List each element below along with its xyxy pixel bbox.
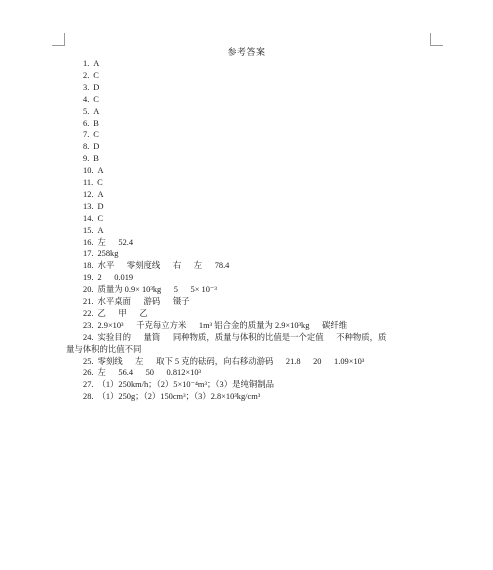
answer-number: 13. xyxy=(83,201,94,211)
answer-text: C xyxy=(93,130,99,140)
answer-text: D xyxy=(93,82,100,92)
answer-text: A xyxy=(97,189,104,199)
answer-text: 2.9×10³ 千克每立方米 1m³ 铝合金的质量为 2.9×10³kg 碳纤维 xyxy=(97,320,348,330)
answer-item xyxy=(83,272,133,284)
answer-number: 27. xyxy=(83,380,94,390)
answer-item xyxy=(83,308,148,320)
answer-number: 2. xyxy=(83,70,90,80)
answer-text: C xyxy=(93,94,99,104)
answer-text: 实验目的 量筒 同种物质，质量与体积的比值是一个定值 不种物质，质 xyxy=(97,332,387,342)
answer-number: 28. xyxy=(83,392,94,402)
answer-number: 16. xyxy=(83,237,94,247)
answer-number: 11. xyxy=(83,178,94,187)
answer-number: 18. xyxy=(83,261,94,271)
answer-item xyxy=(83,379,274,391)
answer-text: B xyxy=(93,118,99,128)
page-title: 参考答案 xyxy=(227,48,266,58)
answer-item xyxy=(83,213,103,225)
answer-text: 水平 零刻度线 右 左 78.4 xyxy=(97,261,230,271)
answer-number: 5. xyxy=(83,106,90,116)
answer-number: 1. xyxy=(83,59,90,68)
answer-number: 8. xyxy=(83,142,90,152)
answer-item xyxy=(83,70,99,82)
answer-text: 2 0.019 xyxy=(97,273,134,283)
answer-number: 19. xyxy=(83,273,94,283)
answer-item xyxy=(83,141,99,153)
answer-number: 4. xyxy=(83,94,90,104)
answer-number: 14. xyxy=(83,213,94,223)
answer-text: C xyxy=(97,178,103,187)
answer-text: 乙 甲 乙 xyxy=(97,308,148,318)
answer-item xyxy=(83,356,364,368)
answer-continuation: 量与体积的比值不同 xyxy=(66,344,142,354)
answer-item xyxy=(83,118,99,130)
answer-text: D xyxy=(93,142,100,152)
answer-text: （1）250km/h；（2）5×10⁻⁴m³；（3）是纯铜制品 xyxy=(97,380,274,390)
answer-item xyxy=(83,106,99,118)
answer-item xyxy=(83,248,118,260)
answer-item xyxy=(83,153,99,165)
answer-item xyxy=(83,320,347,332)
answer-item xyxy=(83,58,99,70)
answer-item xyxy=(83,284,217,296)
answer-text: 258kg xyxy=(97,249,119,259)
answer-number: 10. xyxy=(83,166,94,176)
answer-text: A xyxy=(97,166,104,176)
answer-item xyxy=(83,82,99,94)
answer-number: 7. xyxy=(83,130,90,140)
answer-text: （1）250g；（2）150cm³；（3）2.8×10³kg/cm³ xyxy=(97,392,261,402)
answer-text: C xyxy=(97,213,104,223)
answer-number: 6. xyxy=(83,118,90,128)
answer-number: 9. xyxy=(83,154,90,164)
answer-number: 23. xyxy=(83,320,94,330)
answer-item xyxy=(83,189,104,201)
answer-text: 水平桌面 游码 镊子 xyxy=(97,297,190,306)
answer-number: 20. xyxy=(83,285,94,295)
answer-number: 17. xyxy=(83,249,94,259)
answer-text: A xyxy=(93,106,100,116)
answer-item xyxy=(83,237,133,249)
answer-number: 22. xyxy=(83,308,94,318)
answer-number: 3. xyxy=(83,82,90,92)
answer-text: C xyxy=(93,70,99,80)
answer-number: 15. xyxy=(83,225,94,235)
answer-item xyxy=(83,129,99,141)
answer-text: 零刻线 左 取下 5 克的砝码，向右移动游码 21.8 20 1.09×10³ xyxy=(97,356,365,366)
answer-text: 左 52.4 xyxy=(97,237,134,247)
answer-number: 12. xyxy=(83,189,94,199)
answer-item xyxy=(83,260,229,272)
answer-item xyxy=(83,391,260,403)
answer-item xyxy=(83,201,104,213)
answer-item xyxy=(83,165,104,177)
answer-text: D xyxy=(97,201,104,211)
answer-item xyxy=(83,177,103,189)
answer-item xyxy=(83,296,190,308)
answer-number: 24. xyxy=(83,332,94,342)
answer-number: 25. xyxy=(83,356,94,366)
answer-text: A xyxy=(93,59,100,68)
answer-item xyxy=(83,225,104,237)
answer-text: 质量为 0.9× 10³kg 5 5× 10⁻³ xyxy=(97,285,217,295)
answer-item xyxy=(83,332,386,344)
answer-text: 左 56.4 50 0.812×10³ xyxy=(97,368,202,378)
answer-text: A xyxy=(97,225,104,235)
answer-number: 26. xyxy=(83,368,94,378)
answer-text: B xyxy=(93,154,99,164)
answer-item xyxy=(83,94,99,106)
answer-item xyxy=(83,367,201,379)
answer-number: 21. xyxy=(83,297,94,306)
